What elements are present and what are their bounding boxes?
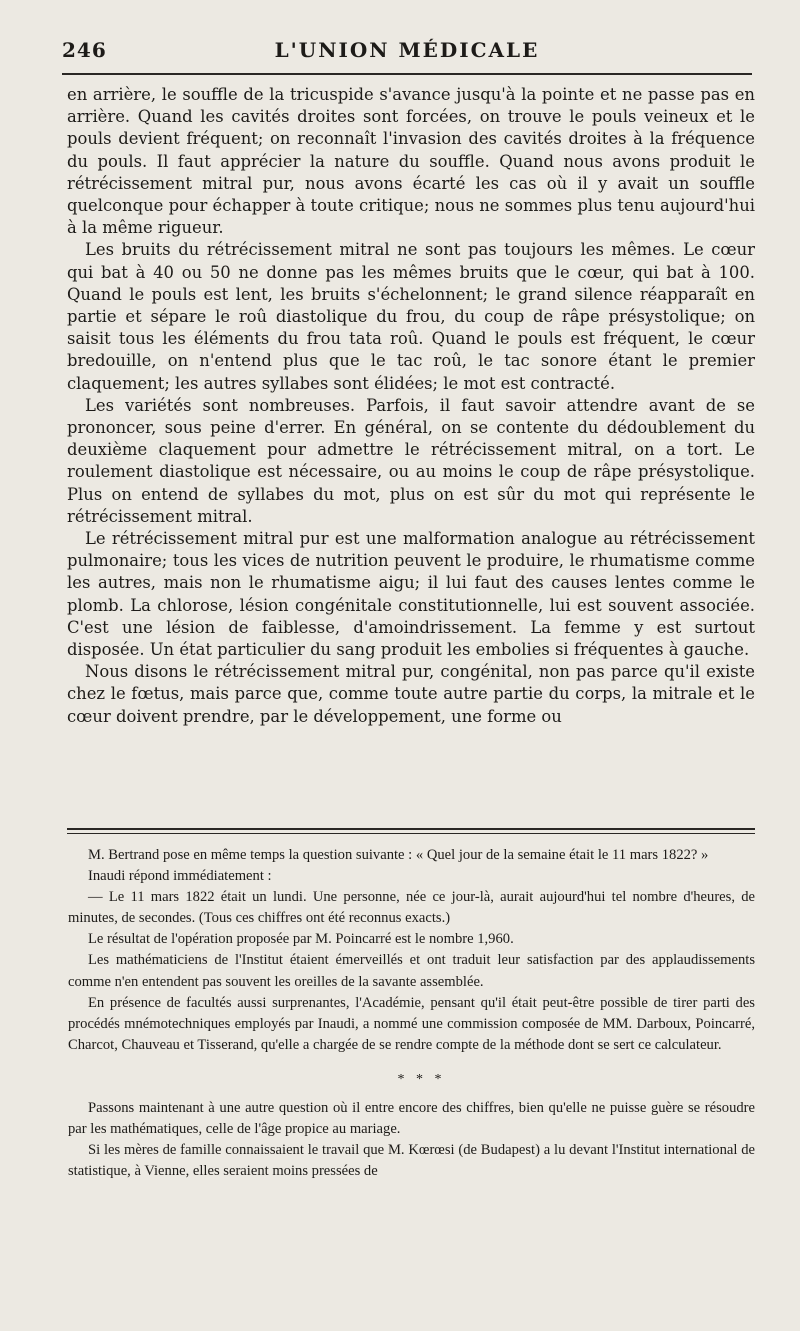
- paragraph-4: Le rétrécissement mitral pur est une malformation analogue au rétrécissement pulmonaire; tous les vices de nutrition peuvent le produire, le rhumatisme comme les autres, mais non le rhumatisme aigu; il lui faut des causes lentes comme le plomb. La chlorose, lésion congénitale constitutionnelle, lui est souvent associée. C'est une lésion de faiblesse, d'amoindrissement. La femme y est surtout disposée. Un état particulier du sang produit les embolies si fréquentes à gauche.: [67, 529, 755, 660]
- main-text: [67, 84, 755, 728]
- running-title: L'UNION MÉDICALE: [274, 38, 540, 62]
- header-rule: [62, 73, 752, 75]
- note-1: M. Bertrand pose en même temps la question suivante : « Quel jour de la semaine était le 11 mars 1822? »: [88, 847, 709, 863]
- page-header: [62, 38, 752, 66]
- paragraph-2: Les bruits du rétrécissement mitral ne sont pas toujours les mêmes. Le cœur qui bat à 40 ou 50 ne donne pas les mêmes bruits que le cœur, qui bat à 100. Quand le pouls est lent, les bruits s'échelonnent; le grand silence réapparaît en partie et sépare le roû diastolique du frou, du coup de râpe présystolique; on saisit tous les éléments du frou tata roû. Quand le pouls est fréquent, le cœur bredouille, on n'entend plus que le tac roû, le tac sonore étant le premier claquement; les autres syllabes sont élidées; le mot est contracté.: [67, 240, 755, 393]
- asterism-separator: * * *: [397, 1071, 446, 1087]
- lower-column: [68, 845, 755, 1182]
- paragraph-5: Nous disons le rétrécissement mitral pur, congénital, non pas parce qu'il existe chez le fœtus, mais parce que, comme toute autre partie du corps, la mitrale et le cœur doivent prendre, par le développement, une forme ou: [67, 662, 755, 726]
- note-5: Les mathématiciens de l'Institut étaient émerveillés et ont traduit leur satisfaction par des applaudissements comme n'en entendent pas souvent les oreilles de la savante assemblée.: [68, 952, 755, 990]
- note-6: En présence de facultés aussi surprenantes, l'Académie, pensant qu'il était peut-être possible de tirer parti des procédés mnémotechniques employés par Inaudi, a nommé une commission composée de MM. Darboux, Poincarré, Charcot, Chauveau et Tisserand, qu'elle a chargée de se rendre compte de la méthode dont se sert ce calculateur.: [68, 994, 755, 1053]
- note-2: Inaudi répond immédiatement :: [88, 868, 272, 885]
- note-4: Le résultat de l'opération proposée par M. Poincarré est le nombre 1,960.: [88, 931, 514, 948]
- page-number: 246: [62, 38, 107, 62]
- paragraph-1: en arrière, le souffle de la tricuspide s'avance jusqu'à la pointe et ne passe pas en arrière. Quand les cavités droites sont forcées, on trouve le pouls veineux et le pouls devient fréquent; on reconnaît l'invasion des cavités droites à la fréquence du pouls. Il faut apprécier la nature du souffle. Quand nous avons produit le rétrécissement mitral pur, nous avons écarté les cas où il y avait un souffle quelconque pour échapper à toute critique; nous ne sommes plus tenu aujourd'hui à la même rigueur.: [67, 85, 755, 238]
- section-divider: [67, 828, 755, 834]
- paragraph-3: Les variétés sont nombreuses. Parfois, il faut savoir attendre avant de se prononcer, sous peine d'errer. En général, on se contente du dédoublement du deuxième claquement pour admettre le rétrécissement mitral, on a tort. Le roulement diastolique est nécessaire, ou au moins le coup de râpe présystolique. Plus on entend de syllabes du mot, plus on est sûr du mot qui représente le rétrécissement mitral.: [67, 395, 755, 526]
- note-3: — Le 11 mars 1822 était un lundi. Une personne, née ce jour-là, aurait aujourd'hui tel nombre d'heures, de minutes, de secondes. (Tous ces chiffres ont été reconnus exacts.): [68, 889, 755, 927]
- note-8: Si les mères de famille connaissaient le travail que M. Kœrœsi (de Budapest) a lu devant l'Institut international de statistique, à Vienne, elles seraient moins pressées de: [68, 1142, 755, 1180]
- note-7: Passons maintenant à une autre question où il entre encore des chiffres, bien qu'elle ne puisse guère se résoudre par les mathématiques, celle de l'âge propice au mariage.: [68, 1099, 755, 1138]
